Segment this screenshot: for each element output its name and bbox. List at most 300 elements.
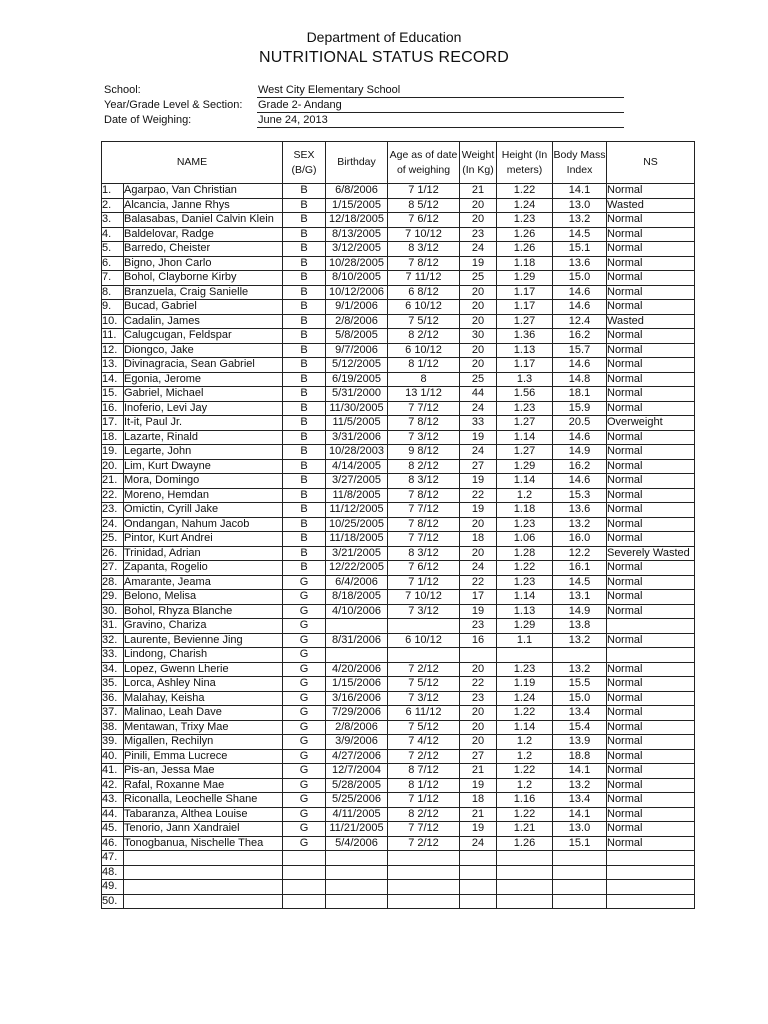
bmi-cell: 13.4 <box>553 706 607 721</box>
status-cell: Normal <box>607 662 695 677</box>
status-cell: Normal <box>607 822 695 837</box>
height-cell: 1.22 <box>497 561 553 576</box>
row-number: 14. <box>102 372 124 387</box>
bmi-cell: 16.0 <box>553 532 607 547</box>
weight-cell: 19 <box>460 256 497 271</box>
weight-cell: 19 <box>460 822 497 837</box>
column-header-ns: NS <box>607 142 695 184</box>
age-cell: 7 3/12 <box>388 691 460 706</box>
column-header-weight: Weight (In Kg) <box>460 142 497 184</box>
bmi-cell: 14.1 <box>553 184 607 199</box>
sex-cell: B <box>283 445 326 460</box>
table-row <box>102 503 695 518</box>
height-cell <box>497 880 553 895</box>
weight-cell: 33 <box>460 416 497 431</box>
height-cell: 1.17 <box>497 285 553 300</box>
row-number: 25. <box>102 532 124 547</box>
status-cell: Normal <box>607 836 695 851</box>
student-name: Riconalla, Leochelle Shane <box>124 793 283 808</box>
student-name: Zapanta, Rogelio <box>124 561 283 576</box>
row-number: 33. <box>102 648 124 663</box>
age-cell: 7 3/12 <box>388 430 460 445</box>
table-row <box>102 865 695 880</box>
bmi-cell: 16.2 <box>553 329 607 344</box>
height-cell: 1.26 <box>497 227 553 242</box>
weight-cell: 19 <box>460 604 497 619</box>
age-cell: 8 1/12 <box>388 358 460 373</box>
sex-cell: B <box>283 459 326 474</box>
sex-cell: G <box>283 706 326 721</box>
table-row <box>102 691 695 706</box>
birthday-cell: 10/28/2005 <box>326 256 388 271</box>
status-cell: Normal <box>607 329 695 344</box>
sex-cell: G <box>283 677 326 692</box>
row-number: 29. <box>102 590 124 605</box>
student-name: Pis-an, Jessa Mae <box>124 764 283 779</box>
age-cell: 6 10/12 <box>388 633 460 648</box>
sex-cell: B <box>283 358 326 373</box>
status-cell: Normal <box>607 691 695 706</box>
birthday-cell: 6/8/2006 <box>326 184 388 199</box>
age-cell <box>388 851 460 866</box>
age-cell: 7 5/12 <box>388 677 460 692</box>
table-row <box>102 561 695 576</box>
sex-cell: B <box>283 198 326 213</box>
height-cell: 1.21 <box>497 822 553 837</box>
table-row <box>102 300 695 315</box>
birthday-cell: 5/12/2005 <box>326 358 388 373</box>
height-cell: 1.13 <box>497 343 553 358</box>
table-row <box>102 735 695 750</box>
status-cell: Normal <box>607 735 695 750</box>
birthday-cell: 1/15/2006 <box>326 677 388 692</box>
age-cell: 6 11/12 <box>388 706 460 721</box>
height-cell: 1.3 <box>497 372 553 387</box>
birthday-cell: 11/12/2005 <box>326 503 388 518</box>
sex-cell: G <box>283 720 326 735</box>
row-number: 10. <box>102 314 124 329</box>
birthday-cell: 8/10/2005 <box>326 271 388 286</box>
weight-cell: 23 <box>460 691 497 706</box>
birthday-cell: 5/4/2006 <box>326 836 388 851</box>
table-row <box>102 242 695 257</box>
age-cell: 7 7/12 <box>388 532 460 547</box>
row-number: 47. <box>102 851 124 866</box>
weight-cell: 20 <box>460 517 497 532</box>
sex-cell: G <box>283 749 326 764</box>
bmi-cell <box>553 648 607 663</box>
status-cell <box>607 880 695 895</box>
birthday-cell: 12/18/2005 <box>326 213 388 228</box>
bmi-cell: 15.1 <box>553 836 607 851</box>
weight-cell <box>460 865 497 880</box>
status-cell: Normal <box>607 213 695 228</box>
sex-cell: B <box>283 546 326 561</box>
bmi-cell: 14.5 <box>553 575 607 590</box>
age-cell <box>388 648 460 663</box>
birthday-cell <box>326 865 388 880</box>
row-number: 1. <box>102 184 124 199</box>
status-cell: Normal <box>607 793 695 808</box>
height-cell: 1.23 <box>497 213 553 228</box>
age-cell: 13 1/12 <box>388 387 460 402</box>
sex-cell <box>283 865 326 880</box>
height-cell: 1.29 <box>497 459 553 474</box>
birthday-cell: 6/4/2006 <box>326 575 388 590</box>
bmi-cell: 14.6 <box>553 285 607 300</box>
student-name <box>124 851 283 866</box>
age-cell: 7 7/12 <box>388 503 460 518</box>
row-number: 6. <box>102 256 124 271</box>
age-cell: 6 10/12 <box>388 343 460 358</box>
student-name: Bigno, Jhon Carlo <box>124 256 283 271</box>
student-name: Bohol, Clayborne Kirby <box>124 271 283 286</box>
student-name: Agarpao, Van Christian <box>124 184 283 199</box>
bmi-cell: 15.9 <box>553 401 607 416</box>
height-cell: 1.14 <box>497 720 553 735</box>
weight-cell: 22 <box>460 677 497 692</box>
student-name: Malahay, Keisha <box>124 691 283 706</box>
grade-label: Year/Grade Level & Section: <box>104 99 243 111</box>
student-name: Belono, Melisa <box>124 590 283 605</box>
column-header-birthday: Birthday <box>326 142 388 184</box>
sex-cell: B <box>283 532 326 547</box>
status-cell: Normal <box>607 561 695 576</box>
bmi-cell: 16.2 <box>553 459 607 474</box>
age-cell: 7 4/12 <box>388 735 460 750</box>
table-row <box>102 314 695 329</box>
department-heading: Department of Education <box>306 29 462 45</box>
birthday-cell: 8/13/2005 <box>326 227 388 242</box>
age-cell: 8 <box>388 372 460 387</box>
status-cell: Severely Wasted <box>607 546 695 561</box>
weight-cell: 19 <box>460 503 497 518</box>
weight-cell: 27 <box>460 459 497 474</box>
weight-cell: 27 <box>460 749 497 764</box>
status-cell: Normal <box>607 749 695 764</box>
student-name: It-it, Paul Jr. <box>124 416 283 431</box>
row-number: 22. <box>102 488 124 503</box>
bmi-cell: 13.8 <box>553 619 607 634</box>
age-cell: 8 3/12 <box>388 242 460 257</box>
student-name: Cadalin, James <box>124 314 283 329</box>
row-number: 20. <box>102 459 124 474</box>
status-cell <box>607 648 695 663</box>
student-name <box>124 865 283 880</box>
weight-cell <box>460 880 497 895</box>
row-number: 30. <box>102 604 124 619</box>
height-cell <box>497 851 553 866</box>
table-row <box>102 880 695 895</box>
bmi-cell: 14.6 <box>553 474 607 489</box>
birthday-cell <box>326 894 388 909</box>
sex-cell: G <box>283 735 326 750</box>
status-cell: Normal <box>607 242 695 257</box>
weight-cell <box>460 648 497 663</box>
sex-cell: B <box>283 517 326 532</box>
birthday-cell <box>326 619 388 634</box>
sex-cell: B <box>283 213 326 228</box>
age-cell: 7 8/12 <box>388 416 460 431</box>
age-cell: 8 5/12 <box>388 198 460 213</box>
table-row <box>102 256 695 271</box>
sex-cell: B <box>283 227 326 242</box>
student-name <box>124 894 283 909</box>
age-cell: 8 2/12 <box>388 807 460 822</box>
weight-cell: 24 <box>460 561 497 576</box>
row-number: 37. <box>102 706 124 721</box>
sex-cell: G <box>283 633 326 648</box>
table-row <box>102 778 695 793</box>
row-number: 15. <box>102 387 124 402</box>
sex-cell: B <box>283 372 326 387</box>
table-row <box>102 836 695 851</box>
sex-cell: G <box>283 836 326 851</box>
student-name: Trinidad, Adrian <box>124 546 283 561</box>
student-name: Alcancia, Janne Rhys <box>124 198 283 213</box>
birthday-cell: 4/20/2006 <box>326 662 388 677</box>
height-cell: 1.23 <box>497 401 553 416</box>
row-number: 2. <box>102 198 124 213</box>
weight-cell: 20 <box>460 300 497 315</box>
sex-cell: G <box>283 619 326 634</box>
bmi-cell: 13.6 <box>553 503 607 518</box>
height-cell: 1.13 <box>497 604 553 619</box>
row-number: 39. <box>102 735 124 750</box>
row-number: 35. <box>102 677 124 692</box>
row-number: 36. <box>102 691 124 706</box>
student-name: Mentawan, Trixy Mae <box>124 720 283 735</box>
student-name: Tabaranza, Althea Louise <box>124 807 283 822</box>
weight-cell: 23 <box>460 227 497 242</box>
bmi-cell: 14.1 <box>553 807 607 822</box>
status-cell: Normal <box>607 372 695 387</box>
height-cell: 1.1 <box>497 633 553 648</box>
row-number: 16. <box>102 401 124 416</box>
age-cell: 7 1/12 <box>388 793 460 808</box>
height-cell: 1.17 <box>497 300 553 315</box>
bmi-cell: 13.6 <box>553 256 607 271</box>
weight-cell: 44 <box>460 387 497 402</box>
student-name: Inoferio, Levi Jay <box>124 401 283 416</box>
student-name: Pintor, Kurt Andrei <box>124 532 283 547</box>
table-row <box>102 358 695 373</box>
weight-cell: 20 <box>460 706 497 721</box>
table-row <box>102 430 695 445</box>
weight-cell: 24 <box>460 836 497 851</box>
bmi-cell: 13.2 <box>553 662 607 677</box>
row-number: 44. <box>102 807 124 822</box>
height-cell: 1.14 <box>497 430 553 445</box>
status-cell <box>607 851 695 866</box>
status-cell: Normal <box>607 633 695 648</box>
student-name: Laurente, Bevienne Jing <box>124 633 283 648</box>
birthday-cell: 3/12/2005 <box>326 242 388 257</box>
birthday-cell: 3/27/2005 <box>326 474 388 489</box>
student-name: Ondangan, Nahum Jacob <box>124 517 283 532</box>
status-cell: Normal <box>607 430 695 445</box>
height-cell: 1.19 <box>497 677 553 692</box>
row-number: 28. <box>102 575 124 590</box>
height-cell: 1.26 <box>497 836 553 851</box>
bmi-cell <box>553 880 607 895</box>
student-name: Amarante, Jeama <box>124 575 283 590</box>
bmi-cell: 13.2 <box>553 778 607 793</box>
weight-cell: 20 <box>460 314 497 329</box>
student-name: Calugcugan, Feldspar <box>124 329 283 344</box>
status-cell: Normal <box>607 590 695 605</box>
birthday-cell <box>326 648 388 663</box>
age-cell: 8 3/12 <box>388 546 460 561</box>
student-name: Bucad, Gabriel <box>124 300 283 315</box>
sex-cell: B <box>283 387 326 402</box>
table-row <box>102 633 695 648</box>
sex-cell: G <box>283 691 326 706</box>
weight-cell: 20 <box>460 662 497 677</box>
weight-cell: 24 <box>460 401 497 416</box>
birthday-cell: 2/8/2006 <box>326 314 388 329</box>
birthday-cell: 5/8/2005 <box>326 329 388 344</box>
column-header-height: Height (In meters) <box>497 142 553 184</box>
weight-cell: 17 <box>460 590 497 605</box>
birthday-cell: 10/28/2003 <box>326 445 388 460</box>
student-name: Tonogbanua, Nischelle Thea <box>124 836 283 851</box>
table-row <box>102 488 695 503</box>
student-name: Balasabas, Daniel Calvin Klein <box>124 213 283 228</box>
student-name: Lindong, Charish <box>124 648 283 663</box>
weight-cell: 25 <box>460 271 497 286</box>
row-number: 5. <box>102 242 124 257</box>
nutrition-table <box>101 141 695 909</box>
age-cell: 6 10/12 <box>388 300 460 315</box>
row-number: 26. <box>102 546 124 561</box>
bmi-cell: 14.5 <box>553 227 607 242</box>
birthday-cell: 11/18/2005 <box>326 532 388 547</box>
height-cell: 1.2 <box>497 735 553 750</box>
height-cell: 1.14 <box>497 474 553 489</box>
student-name: Rafal, Roxanne Mae <box>124 778 283 793</box>
column-header-bmi: Body Mass Index <box>553 142 607 184</box>
age-cell: 8 3/12 <box>388 474 460 489</box>
bmi-cell: 18.1 <box>553 387 607 402</box>
age-cell: 6 8/12 <box>388 285 460 300</box>
age-cell: 8 2/12 <box>388 329 460 344</box>
height-cell <box>497 648 553 663</box>
sex-cell: B <box>283 503 326 518</box>
table-row <box>102 749 695 764</box>
status-cell: Normal <box>607 764 695 779</box>
student-name: Lim, Kurt Dwayne <box>124 459 283 474</box>
status-cell: Wasted <box>607 198 695 213</box>
table-row <box>102 184 695 199</box>
age-cell: 7 8/12 <box>388 517 460 532</box>
birthday-cell: 8/31/2006 <box>326 633 388 648</box>
row-number: 48. <box>102 865 124 880</box>
student-name: Malinao, Leah Dave <box>124 706 283 721</box>
age-cell: 9 8/12 <box>388 445 460 460</box>
table-row <box>102 343 695 358</box>
student-name: Gabriel, Michael <box>124 387 283 402</box>
birthday-cell: 1/15/2005 <box>326 198 388 213</box>
bmi-cell: 14.9 <box>553 604 607 619</box>
birthday-cell: 4/14/2005 <box>326 459 388 474</box>
sex-cell <box>283 880 326 895</box>
height-cell: 1.27 <box>497 445 553 460</box>
student-name: Lopez, Gwenn Lherie <box>124 662 283 677</box>
status-cell: Normal <box>607 474 695 489</box>
age-cell: 7 3/12 <box>388 604 460 619</box>
height-cell: 1.22 <box>497 807 553 822</box>
row-number: 13. <box>102 358 124 373</box>
birthday-cell: 11/8/2005 <box>326 488 388 503</box>
birthday-cell: 11/30/2005 <box>326 401 388 416</box>
sex-cell: G <box>283 590 326 605</box>
bmi-cell: 16.1 <box>553 561 607 576</box>
age-cell: 7 10/12 <box>388 227 460 242</box>
row-number: 41. <box>102 764 124 779</box>
age-cell: 7 7/12 <box>388 822 460 837</box>
bmi-cell <box>553 865 607 880</box>
birthday-cell: 12/7/2004 <box>326 764 388 779</box>
status-cell <box>607 619 695 634</box>
row-number: 45. <box>102 822 124 837</box>
table-row <box>102 387 695 402</box>
sex-cell: G <box>283 604 326 619</box>
birthday-cell: 10/12/2006 <box>326 285 388 300</box>
height-cell: 1.29 <box>497 271 553 286</box>
sex-cell: B <box>283 285 326 300</box>
sex-cell <box>283 851 326 866</box>
weight-cell: 20 <box>460 546 497 561</box>
column-header-sex: SEX (B/G) <box>283 142 326 184</box>
sex-cell: G <box>283 648 326 663</box>
row-number: 7. <box>102 271 124 286</box>
weight-cell: 22 <box>460 575 497 590</box>
weight-cell <box>460 894 497 909</box>
sex-cell: G <box>283 575 326 590</box>
height-cell: 1.56 <box>497 387 553 402</box>
status-cell: Normal <box>607 807 695 822</box>
row-number: 17. <box>102 416 124 431</box>
page-title: NUTRITIONAL STATUS RECORD <box>258 49 510 66</box>
weight-cell: 22 <box>460 488 497 503</box>
student-name: Migallen, Rechilyn <box>124 735 283 750</box>
height-cell: 1.16 <box>497 793 553 808</box>
weight-cell: 21 <box>460 184 497 199</box>
birthday-cell: 2/8/2006 <box>326 720 388 735</box>
school-value: West City Elementary School <box>257 84 624 98</box>
weight-cell: 19 <box>460 474 497 489</box>
status-cell: Normal <box>607 503 695 518</box>
age-cell: 7 11/12 <box>388 271 460 286</box>
grade-value: Grade 2- Andang <box>257 99 624 113</box>
column-header-age: Age as of date of weighing <box>388 142 460 184</box>
row-number: 21. <box>102 474 124 489</box>
age-cell: 8 2/12 <box>388 459 460 474</box>
sex-cell: B <box>283 430 326 445</box>
row-number: 38. <box>102 720 124 735</box>
weight-cell: 21 <box>460 764 497 779</box>
sex-cell: B <box>283 488 326 503</box>
row-number: 19. <box>102 445 124 460</box>
sex-cell: B <box>283 329 326 344</box>
bmi-cell: 14.6 <box>553 300 607 315</box>
height-cell: 1.22 <box>497 706 553 721</box>
birthday-cell: 7/29/2006 <box>326 706 388 721</box>
table-row <box>102 198 695 213</box>
weight-cell: 20 <box>460 213 497 228</box>
birthday-cell: 6/19/2005 <box>326 372 388 387</box>
